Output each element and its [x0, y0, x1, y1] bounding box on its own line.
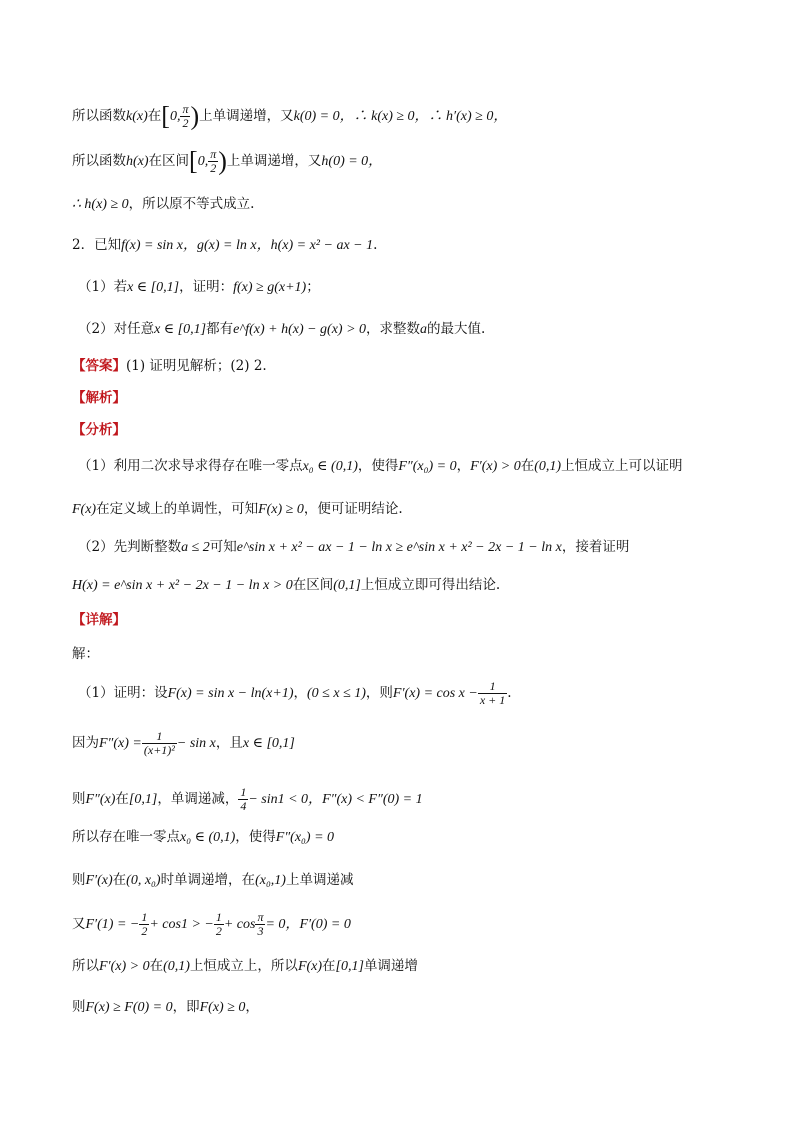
- answer-line: [72, 356, 267, 376]
- fenxi-line-1: [78, 456, 683, 477]
- math: (0,1): [534, 459, 562, 474]
- text: ，则: [365, 685, 393, 701]
- math: 0,: [169, 109, 181, 124]
- text: 的最大值.: [427, 321, 486, 337]
- bracket: [: [189, 146, 198, 176]
- text: 解：: [72, 646, 99, 662]
- detail-line-5: [72, 870, 353, 891]
- math: f(x) ≥ g(x+1): [233, 280, 307, 295]
- text: ，单调递减，: [157, 791, 239, 807]
- math: F′(x) = cos x −: [392, 686, 478, 701]
- math: H(x) = e^sin x + x² − 2x − 1 − ln x > 0: [72, 578, 293, 593]
- text: 时单调递增，在: [160, 872, 256, 888]
- math: F(x) ≥ 0: [199, 1000, 246, 1015]
- math: F(x) = sin x − ln(x+1): [167, 686, 294, 701]
- math: [0,1]: [128, 792, 158, 807]
- detail-line-6: [72, 911, 351, 938]
- fraction: $\frac{\pi}{2}$: [182, 102, 189, 130]
- math: − sin x: [176, 736, 216, 751]
- math: + cos: [223, 917, 256, 932]
- text: .: [507, 685, 512, 701]
- math: x ∈ [0,1]: [242, 736, 295, 751]
- text: ，使得: [235, 829, 276, 845]
- text: 都有: [206, 321, 234, 337]
- text: ，便可证明结论.: [303, 501, 403, 517]
- fenxi-tag-line: [72, 420, 126, 440]
- math: = 0，: [265, 917, 300, 932]
- math: h(0) = 0，: [321, 154, 383, 169]
- text: （1）若: [78, 279, 128, 295]
- xiangjie-tag: 【详解】: [72, 612, 126, 628]
- fenxi-line-3: [78, 537, 629, 558]
- text: （1）证明：设: [78, 685, 168, 701]
- fraction: $\frac{\pi}{3}$: [257, 910, 264, 938]
- bracket: [: [161, 101, 170, 131]
- jie-line: [72, 644, 99, 664]
- text: 在定义域上的单调性，可知: [96, 501, 259, 517]
- math: h(x): [126, 154, 149, 169]
- text: 所以函数: [72, 153, 126, 169]
- text: 则: [72, 999, 86, 1015]
- text: ，使得: [357, 458, 399, 474]
- math: e^sin x + x² − ax − 1 − ln x ≥ e^sin x + x² − 2x − 1 − ln x: [236, 540, 562, 555]
- question-2: [72, 235, 377, 256]
- detail-line-1: [78, 680, 512, 707]
- detail-line-7: [72, 956, 418, 977]
- math: ∴ h(x) ≥ 0: [72, 197, 129, 212]
- math: a ≤ 2: [181, 540, 210, 555]
- math: (x₀,1): [255, 873, 286, 888]
- text: 所以: [72, 958, 99, 974]
- text: 上单调递减: [285, 872, 354, 888]
- bracket: ): [218, 146, 227, 176]
- fraction: $\frac{\pi}{2}$: [210, 147, 217, 175]
- text: ；: [306, 279, 320, 295]
- fenxi-line-4: [72, 575, 500, 596]
- text: 可知: [209, 539, 237, 555]
- text: 上单调递增，又: [199, 108, 294, 124]
- math: F(x): [297, 959, 323, 974]
- detail-line-3: [72, 786, 423, 813]
- detail-line-2: [72, 730, 295, 757]
- text: 在区间: [292, 577, 334, 593]
- fraction: $\frac{1}{\text{(x+1)²}}$: [143, 729, 175, 757]
- text-line: [72, 194, 254, 215]
- text: 单调递增: [363, 958, 418, 974]
- question-2-part-2: [78, 319, 485, 340]
- math: a: [420, 322, 428, 337]
- text: ，即: [172, 999, 200, 1015]
- text: ，接着证明: [561, 539, 630, 555]
- analysis-tag: 【解析】: [72, 390, 126, 406]
- math: F′(x): [85, 873, 113, 888]
- text: 上恒成立上可以证明: [561, 458, 683, 474]
- math: 0,: [197, 154, 209, 169]
- math: x₀ ∈ (0,1): [302, 459, 358, 474]
- text: ，: [245, 999, 259, 1015]
- answer-tag: 【答案】: [72, 358, 126, 374]
- answer-text: (1) 证明见解析；(2) 2.: [126, 358, 267, 374]
- math: (0,1]: [333, 578, 361, 593]
- math: (0,1): [163, 959, 190, 974]
- fraction: $\frac{1}{4}$: [240, 785, 247, 813]
- fenxi-tag: 【分析】: [72, 422, 126, 438]
- math: (0 ≤ x ≤ 1): [307, 686, 366, 701]
- text: （2）先判断整数: [78, 539, 182, 555]
- math: F″(x) =: [99, 736, 142, 751]
- math: F″(x): [85, 792, 116, 807]
- math: x₀ ∈ (0,1): [180, 830, 236, 845]
- math: F′(0) = 0: [299, 917, 351, 932]
- math: e^f(x) + h(x) − g(x) > 0: [233, 322, 367, 337]
- text: 在: [520, 458, 535, 474]
- text: 所以函数: [72, 108, 126, 124]
- text: ，且: [215, 735, 243, 751]
- math: f(x) = sin x，g(x) = ln x，h(x) = x² − ax − 1: [121, 238, 374, 253]
- text: 则: [72, 791, 86, 807]
- text: 在: [322, 958, 336, 974]
- math: x ∈ [0,1]: [154, 322, 207, 337]
- bracket: ): [190, 101, 200, 131]
- xiangjie-tag-line: [72, 610, 126, 630]
- text: 在: [112, 872, 127, 888]
- math: F′(x) > 0: [470, 459, 521, 474]
- text: 2．已知: [72, 237, 122, 253]
- fraction: $\frac{1}{2}$: [141, 910, 148, 938]
- fenxi-line-2: [72, 499, 403, 520]
- detail-line-8: [72, 997, 259, 1018]
- text: ，证明：: [179, 279, 234, 295]
- text: 上恒成立上，所以: [189, 958, 298, 974]
- text: 则: [72, 872, 86, 888]
- text-line: [72, 103, 507, 130]
- text: 在: [149, 958, 164, 974]
- math: F″(x₀) = 0: [275, 830, 335, 845]
- math: F′(x) > 0: [99, 959, 150, 974]
- text: 又: [72, 916, 86, 932]
- detail-line-4: [72, 827, 334, 848]
- text: 在: [115, 791, 129, 807]
- text: ，: [293, 685, 308, 701]
- text: 在: [147, 108, 162, 124]
- text: 上单调递增，又: [226, 153, 322, 169]
- text: （1）利用二次求导求得存在唯一零点: [78, 458, 303, 474]
- analysis-tag-line: [72, 388, 126, 408]
- text: ，: [456, 458, 471, 474]
- math: F″(x) < F″(0) = 1: [322, 792, 423, 807]
- math: F′(1) = −: [85, 917, 140, 932]
- question-2-part-1: [78, 277, 320, 298]
- fraction: $\frac{1}{2}$: [215, 910, 222, 938]
- text: 所以存在唯一零点: [72, 829, 180, 845]
- text: .: [373, 237, 378, 253]
- math: + cos1 > −: [149, 917, 214, 932]
- text: ，求整数: [366, 321, 421, 337]
- math: x ∈ [0,1]: [127, 280, 180, 295]
- text: （2）对任意: [78, 321, 155, 337]
- text-line: [72, 148, 382, 175]
- math: − sin1 < 0，: [248, 792, 323, 807]
- text: 因为: [72, 735, 99, 751]
- text: ，所以原不等式成立.: [128, 196, 255, 212]
- math: k(x): [126, 109, 148, 124]
- math: F(x): [72, 502, 97, 517]
- math: F″(x₀) = 0: [398, 459, 457, 474]
- math: [0,1]: [335, 959, 364, 974]
- math: F(x) ≥ 0: [258, 502, 304, 517]
- math: k(0) = 0，∴ k(x) ≥ 0，∴ h′(x) ≥ 0，: [293, 109, 508, 124]
- math: (0, x₀): [126, 873, 161, 888]
- math: F(x) ≥ F(0) = 0: [85, 1000, 173, 1015]
- fraction: $\frac{1}{x + 1}$: [479, 679, 506, 707]
- text: 上恒成立即可得出结论.: [360, 577, 501, 593]
- text: 在区间: [148, 153, 190, 169]
